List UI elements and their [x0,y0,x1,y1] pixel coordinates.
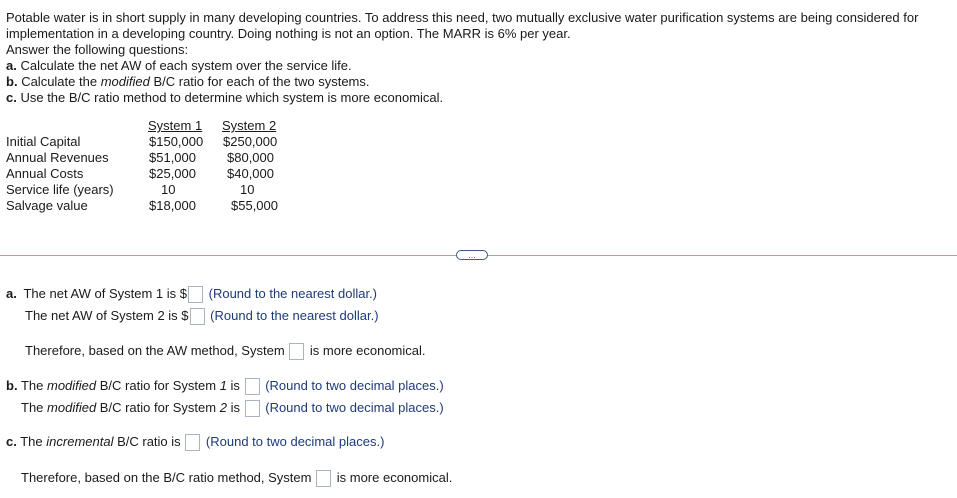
question-c-text: Use the B/C ratio method to determine which system is more economical. [20,90,444,105]
row-s1-value: $25,000 [149,166,196,181]
answer-a2-row [25,308,379,325]
row-label: Service life (years) [6,182,114,197]
answer-a-label: a. [6,286,17,301]
answer-b1-mid: B/C ratio for System [99,378,217,393]
question-b-label: b. [6,74,18,89]
answer-aw-row [25,343,426,360]
answer-b2-is: is [230,400,240,415]
answer-b2-mid: B/C ratio for System [99,400,217,415]
question-c-label: c. [6,90,17,105]
incremental-bc-input[interactable] [185,434,200,451]
answer-a1-row [6,286,377,303]
bc-system2-input[interactable] [245,400,260,417]
row-label: Initial Capital [6,134,81,149]
answer-bc-post: is more economical. [336,470,453,485]
answer-b2-num: 2 [219,400,227,415]
row-s1-value: $51,000 [149,150,196,165]
row-s2-value: $55,000 [231,198,278,213]
answer-c-hint: (Round to two decimal places.) [205,434,385,449]
aw-system1-input[interactable] [188,286,203,303]
row-s2-value: $250,000 [223,134,278,149]
row-s2-value: 10 [240,182,255,197]
question-a-text: Calculate the net AW of each system over the service life. [20,58,352,73]
bc-system-choice-input[interactable] [316,470,331,487]
table-header-system1: System 1 [148,118,203,133]
table-header-system2: System 2 [222,118,277,133]
answer-aw-post: is more economical. [309,343,426,358]
problem-intro: Potable water is in short supply in many developing countries. To address this need, two mutually exclusive water purification systems are being considered for implementation in a developing country. Doing nothing is not an option. The MARR is 6% per year. [6,10,919,41]
answer-b1-is: is [230,378,240,393]
question-c [6,90,443,106]
answer-b1-the: The [20,378,44,393]
answer-b2-hint: (Round to two decimal places.) [265,400,444,415]
answer-b-label: b. [6,378,18,393]
bc-system1-input[interactable] [245,378,260,395]
aw-system-choice-input[interactable] [289,343,304,360]
answer-a1-prompt: The net AW of System 1 is $ [23,286,187,301]
answer-a2-hint: (Round to the nearest dollar.) [210,308,379,323]
answer-b2-row [21,400,444,417]
row-label: Annual Revenues [6,150,109,165]
row-s1-value: $150,000 [149,134,204,149]
answer-b2-modified: modified [47,400,97,415]
expand-more-button[interactable]: ... [456,250,488,260]
row-label: Salvage value [6,198,88,213]
answer-b1-row [6,378,444,395]
answer-b2-the: The [21,400,44,415]
answer-bc-prompt: Therefore, based on the B/C ratio method, System [21,470,312,485]
answer-b1-hint: (Round to two decimal places.) [265,378,444,393]
row-label: Annual Costs [6,166,84,181]
aw-system2-input[interactable] [190,308,205,325]
row-s2-value: $80,000 [227,150,274,165]
row-s1-value: $18,000 [149,198,196,213]
answer-prompt: Answer the following questions: [6,42,189,57]
answer-c-the: The [20,434,43,449]
answer-a2-prompt: The net AW of System 2 is $ [25,308,189,323]
answer-b1-modified: modified [46,378,97,393]
question-b-pre: Calculate the [21,74,98,89]
question-b [6,74,370,90]
answer-c-label: c. [6,434,17,449]
row-s1-value: 10 [161,182,176,197]
answer-c-mid: B/C ratio is [117,434,181,449]
answer-c-incremental: incremental [46,434,114,449]
question-b-italic: modified [100,74,150,89]
question-a-label: a. [6,58,17,73]
question-a [6,58,352,74]
row-s2-value: $40,000 [227,166,274,181]
answer-aw-prompt: Therefore, based on the AW method, System [25,343,285,358]
answer-b1-num: 1 [219,378,227,393]
answer-bc-row [21,470,452,487]
answer-c-row [6,434,384,451]
question-b-post: B/C ratio for each of the two systems. [153,74,370,89]
answer-a1-hint: (Round to the nearest dollar.) [208,286,378,301]
